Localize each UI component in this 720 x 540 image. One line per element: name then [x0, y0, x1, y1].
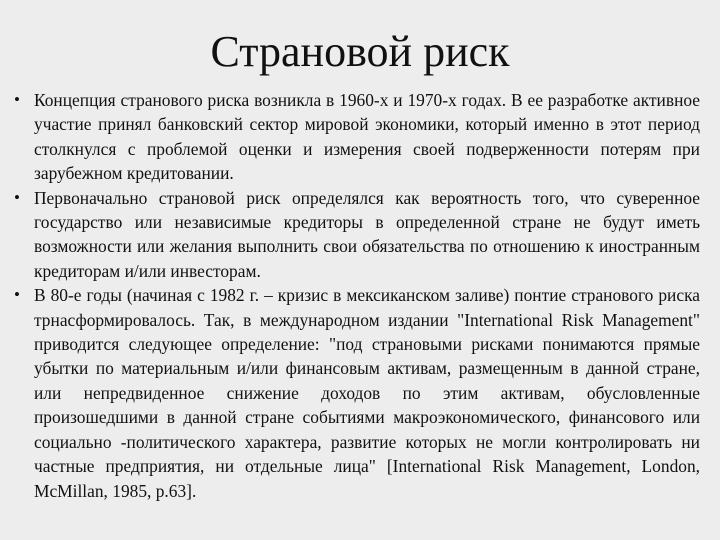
bullet-item — [0, 186, 720, 284]
bullet-item — [0, 283, 720, 503]
slide-title: Страновой риск — [210, 27, 510, 76]
bullet-dot-icon: • — [14, 187, 20, 207]
bullet-dot-icon: • — [14, 285, 20, 305]
bullet-item — [0, 88, 720, 186]
bullet-dot-icon: • — [14, 90, 20, 109]
bullet-text: Первоначально страновой риск определялся как вероятность того, что суверенное государство или независимые кредиторы в определенной стране не будут иметь возможности или желания выполнить свои обязательства по отношению к иностранным кредиторам и/или инвесторам. — [34, 187, 700, 281]
bullet-text: Концепция странового риска возникла в 1960-х и 1970-х годах. В ее разработке активное участие принял банковский сектор мировой экономики, который именно в этот период столкнулся с проблемой оценки и измерения своей подверженности потерям при зарубежном кредитовании. — [34, 90, 700, 184]
bullet-list — [0, 88, 720, 503]
bullet-text: В 80-е годы (начиная с 1982 г. – кризис в мексиканском заливе) понтие странового риска трнасформировалось. Так, в международном издании "International Risk Management" приводится следующее определение: "под страновыми рисками понимаются прямые убытки по материальным и/или финансовым активам, размещенным в данной стране, или непредвиденное снижение доходов по этим активам, обусловленные произошедшими в данной стране событиями макроэкономического, финансового или социально -политического характера, развитие которых не могли контролировать ни частные предприятия, ни отдельные лица" [International Risk Management, London, McMillan, 1985, p.63]. — [34, 285, 700, 501]
